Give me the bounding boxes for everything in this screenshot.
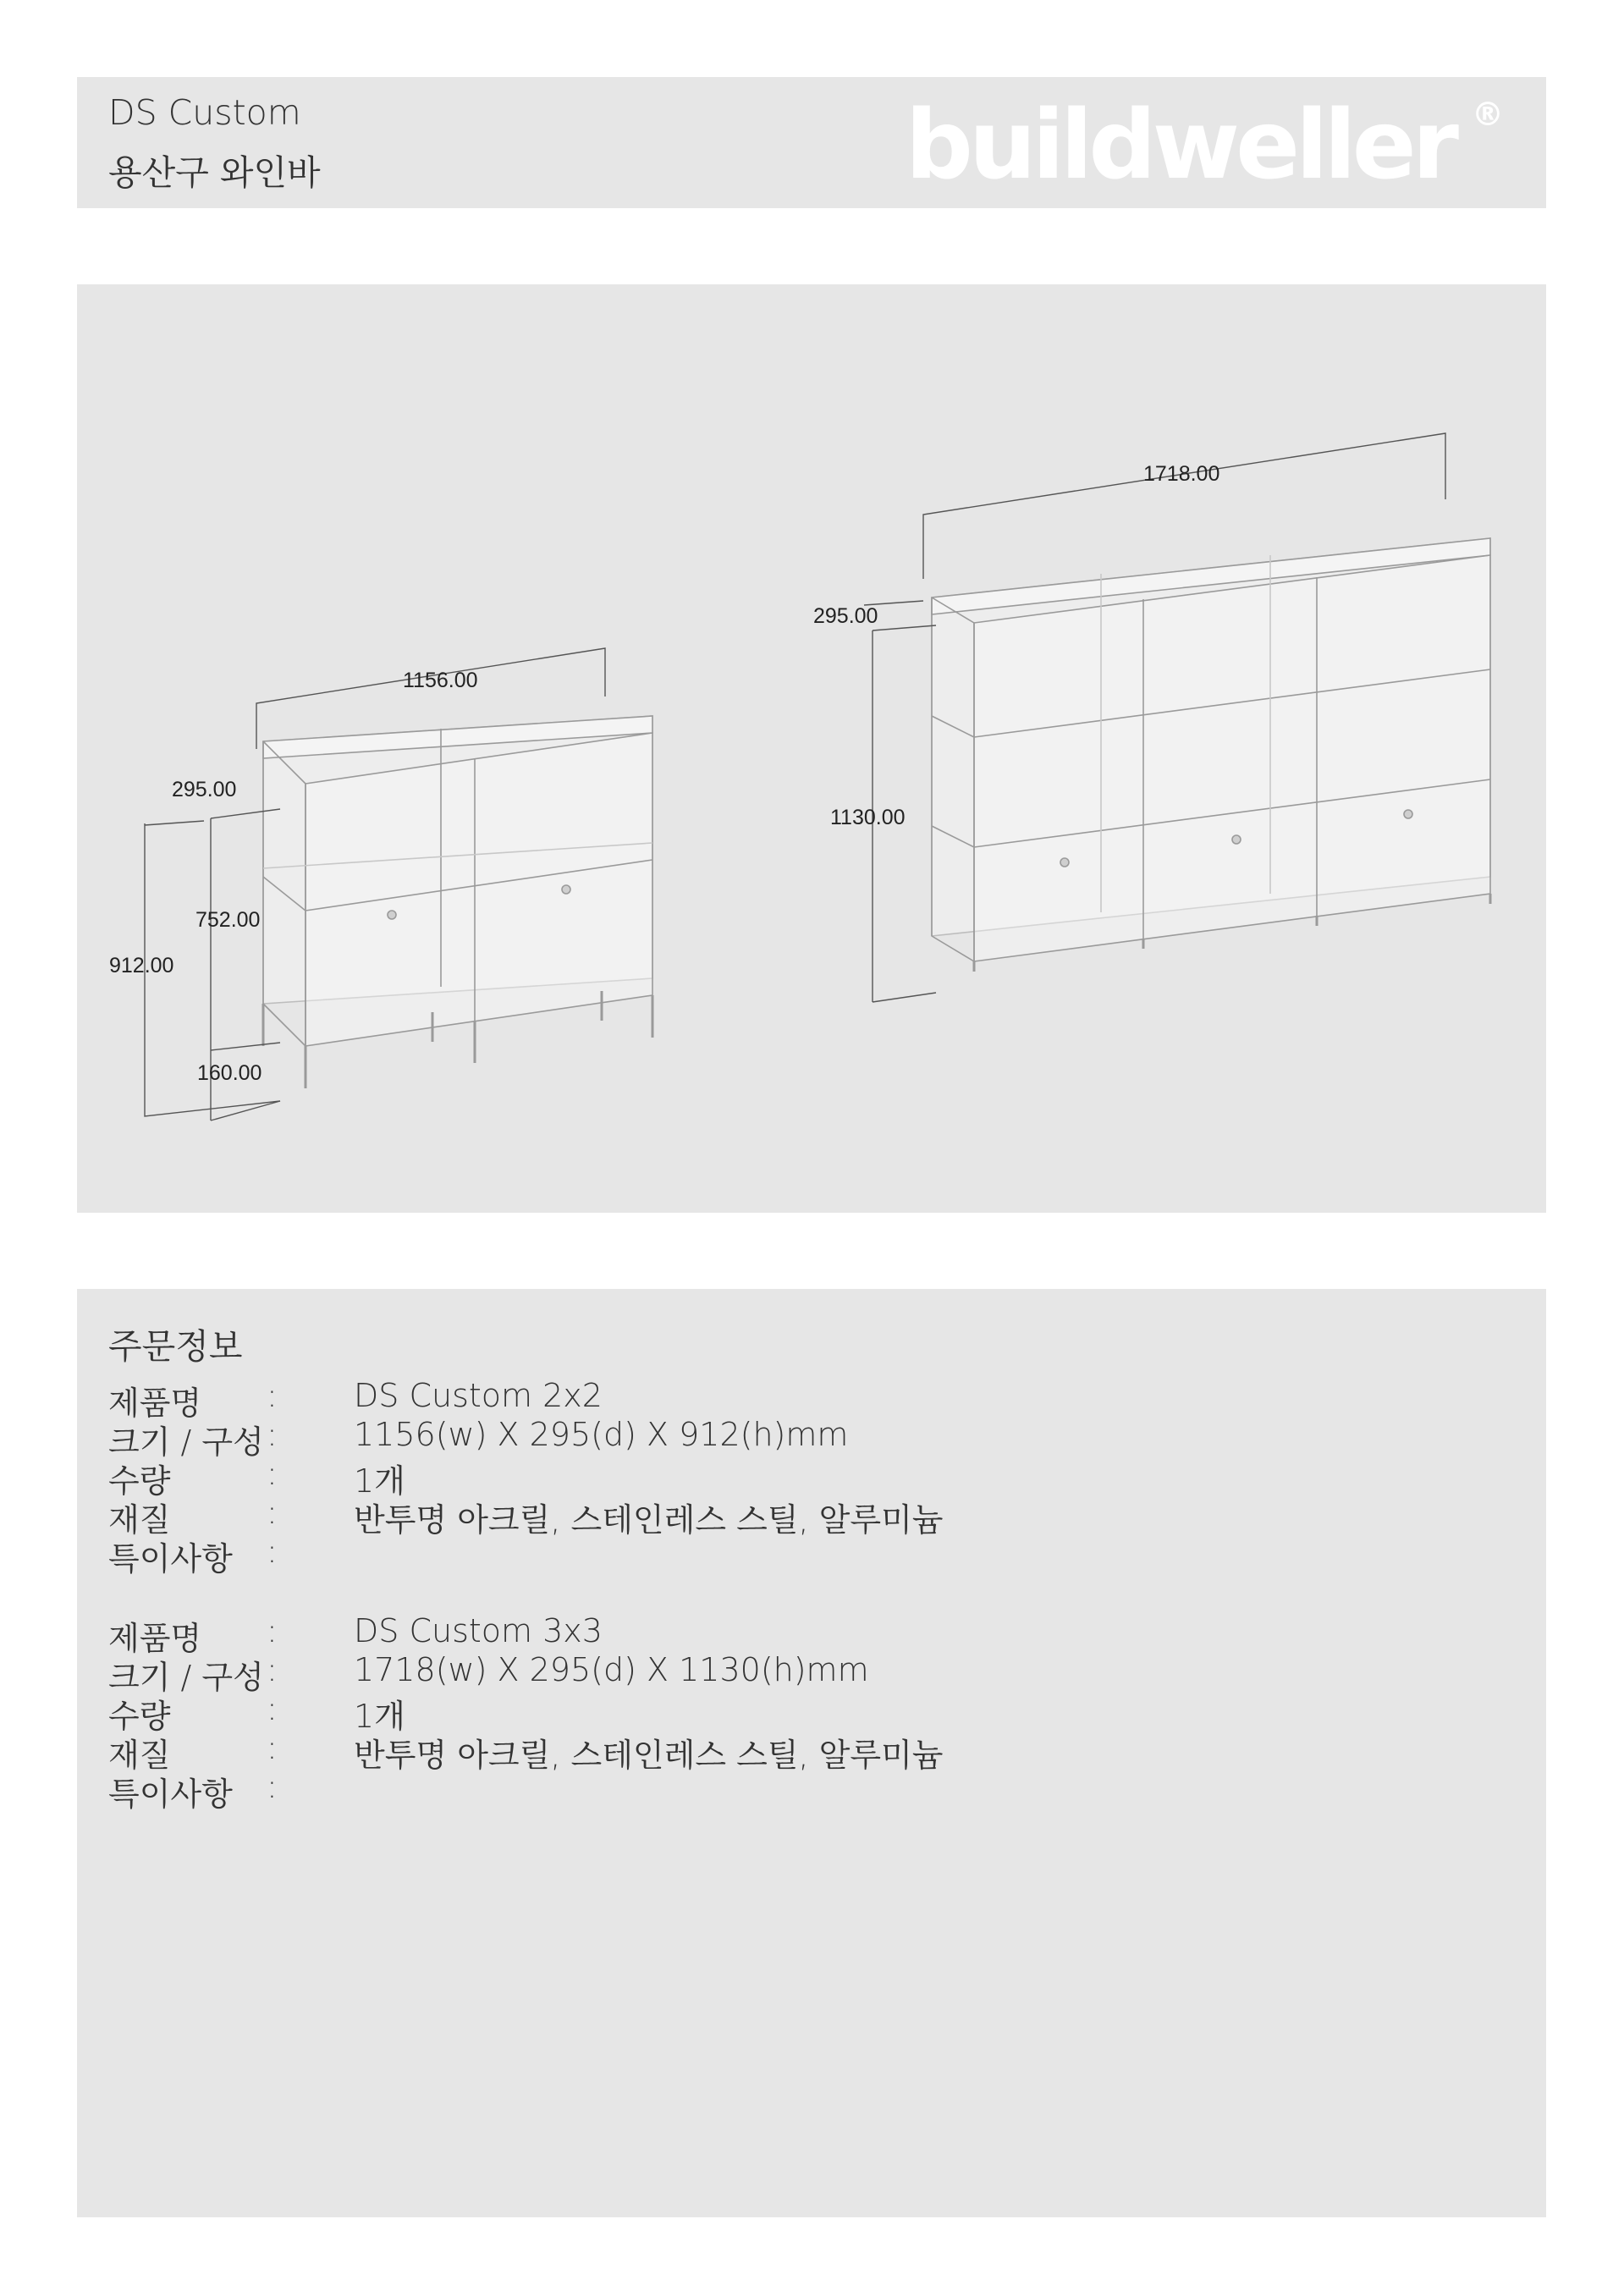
- value: DS Custom 2x2: [354, 1377, 603, 1414]
- label: 재질: [108, 1737, 171, 1774]
- label: 크기 / 구성: [108, 1659, 264, 1696]
- dim-small-leg-height: 160.00: [197, 1061, 262, 1085]
- dim-large-width: 1718.00: [1143, 462, 1220, 486]
- order-info-title: 주문정보: [108, 1326, 243, 1367]
- colon: :: [267, 1768, 278, 1805]
- label: 크기 / 구성: [108, 1423, 264, 1461]
- product-drawing: [77, 284, 1546, 1213]
- value: 반투명 아크릴, 스테인레스 스틸, 알루미늄: [354, 1501, 944, 1539]
- brand-logo: buildweller: [905, 91, 1455, 201]
- label: 특이사항: [108, 1776, 233, 1813]
- header-bar: [77, 77, 1546, 208]
- value: 1개: [354, 1462, 405, 1500]
- value: 1개: [354, 1698, 405, 1735]
- colon: :: [267, 1494, 278, 1531]
- colon: :: [267, 1377, 278, 1414]
- colon: :: [267, 1690, 278, 1727]
- value: 반투명 아크릴, 스테인레스 스틸, 알루미늄: [354, 1737, 944, 1774]
- label: 제품명: [108, 1620, 202, 1657]
- label: 재질: [108, 1501, 171, 1539]
- colon: :: [267, 1651, 278, 1688]
- label: 특이사항: [108, 1540, 233, 1577]
- order-info-panel: [77, 1289, 1546, 2217]
- colon: :: [267, 1533, 278, 1570]
- dim-small-body-height: 752.00: [195, 908, 261, 932]
- label: 제품명: [108, 1385, 202, 1422]
- document-title: DS Custom: [108, 92, 301, 133]
- small-shelf-2x2: [263, 716, 652, 1088]
- dim-large-height: 1130.00: [830, 806, 906, 829]
- dim-small-total-height: 912.00: [109, 954, 174, 977]
- colon: :: [267, 1612, 278, 1649]
- colon: :: [267, 1455, 278, 1492]
- label: 수량: [108, 1462, 171, 1500]
- value: 1156(w) X 295(d) X 912(h)mm: [354, 1416, 849, 1453]
- dim-large-depth: 295.00: [813, 604, 878, 628]
- project-subtitle: 용산구 와인바: [108, 152, 321, 193]
- shelf-drawing-svg: [77, 284, 1546, 1213]
- large-shelf-3x3: [932, 538, 1490, 972]
- dim-small-depth: 295.00: [172, 778, 237, 801]
- colon: :: [267, 1729, 278, 1766]
- registered-mark-icon: ®: [1472, 96, 1504, 133]
- colon: :: [267, 1416, 278, 1453]
- dim-small-width: 1156.00: [403, 669, 478, 692]
- value: 1718(w) X 295(d) X 1130(h)mm: [354, 1651, 869, 1688]
- label: 수량: [108, 1698, 171, 1735]
- value: DS Custom 3x3: [354, 1612, 603, 1649]
